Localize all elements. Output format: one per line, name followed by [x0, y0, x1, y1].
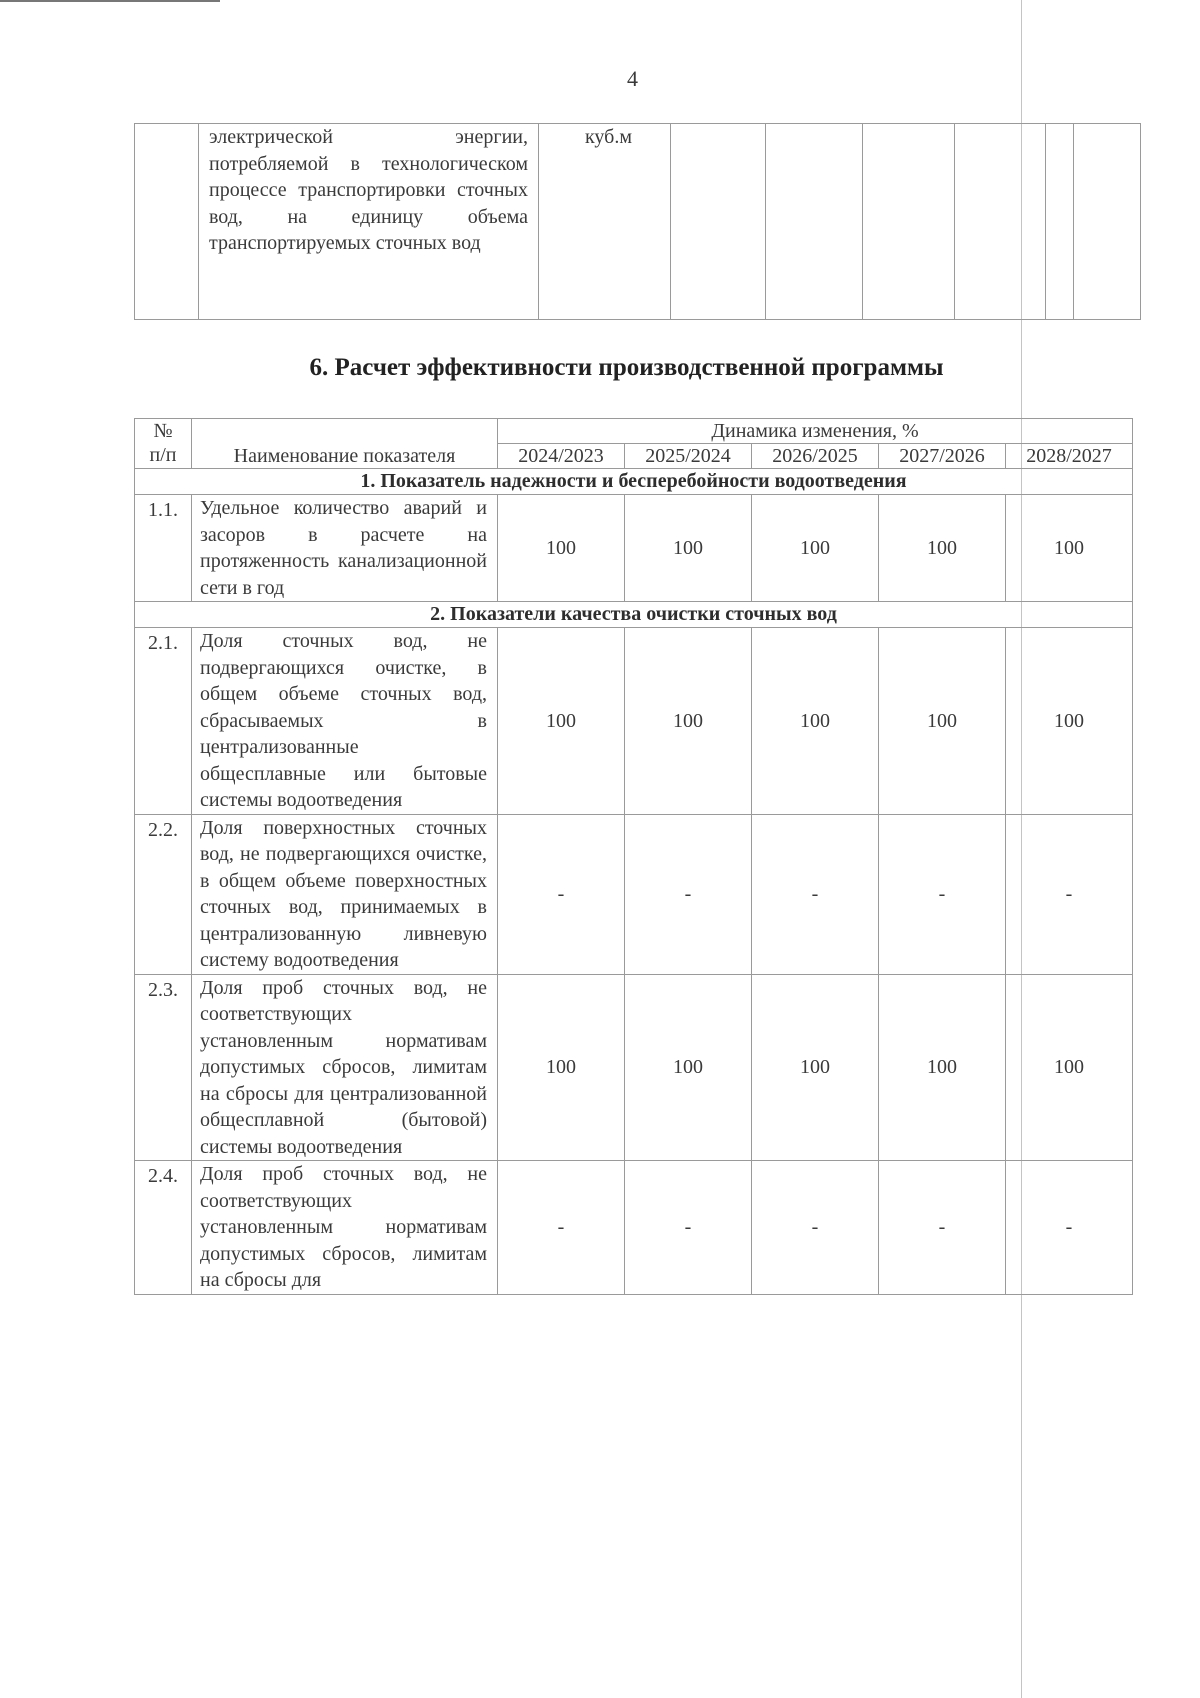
col-name-header: Наименование показателя [192, 419, 498, 469]
group-row [135, 469, 1133, 495]
row-number: 1.1. [135, 495, 192, 602]
row-value: - [752, 814, 879, 974]
col-num-line1: № [153, 420, 173, 442]
continued-description: электрической энергии, потребляемой в технологическом процессе транспортировки сточных вод, на единицу объема транспортируемых сточных вод [199, 124, 539, 320]
row-value: 100 [879, 628, 1006, 815]
continued-empty-cell [1074, 124, 1141, 320]
continued-unit: куб.м [539, 124, 671, 320]
row-value: 100 [752, 495, 879, 602]
row-name: Удельное количество аварий и засоров в расчете на протяженность канализационной сети в год [192, 495, 498, 602]
row-value: - [879, 814, 1006, 974]
group-row [135, 602, 1133, 628]
table-row [135, 974, 1133, 1161]
row-value: 100 [498, 974, 625, 1161]
continued-empty-cell [1046, 124, 1074, 320]
row-number: 2.3. [135, 974, 192, 1161]
table-row [135, 628, 1133, 815]
group-title: 2. Показатели качества очистки сточных вод [135, 602, 1133, 628]
continued-empty-cell [863, 124, 955, 320]
table-row [135, 1161, 1133, 1295]
continued-table [134, 123, 1141, 320]
row-name: Доля проб сточных вод, не соответствующих установленным нормативам допустимых сбросов, лимитам на сбросы для централизованной общесплавной (бытовой) системы водоотведения [192, 974, 498, 1161]
continued-empty-cell [955, 124, 1046, 320]
continued-empty-cell [671, 124, 766, 320]
row-value: 100 [879, 974, 1006, 1161]
row-name: Доля проб сточных вод, не соответствующих установленным нормативам допустимых сбросов, лимитам на сбросы для [192, 1161, 498, 1295]
row-value: 100 [498, 628, 625, 815]
efficiency-table [134, 418, 1133, 1295]
row-value: 100 [625, 974, 752, 1161]
page-number: 4 [627, 66, 638, 91]
year-header: 2025/2024 [625, 444, 752, 469]
row-number: 2.1. [135, 628, 192, 815]
col-num-header [135, 419, 192, 469]
row-name: Доля сточных вод, не подвергающихся очистке, в общем объеме сточных вод, сбрасываемых в централизованные общесплавные или бытовые системы водоотведения [192, 628, 498, 815]
row-value: - [625, 1161, 752, 1295]
row-value: 100 [752, 974, 879, 1161]
section-title: 6. Расчет эффективности производственной программы [309, 354, 944, 381]
row-value: - [498, 814, 625, 974]
row-value: - [879, 1161, 1006, 1295]
row-value: 100 [1006, 628, 1133, 815]
continued-num-cell [135, 124, 199, 320]
year-header: 2026/2025 [752, 444, 879, 469]
row-value: - [1006, 814, 1133, 974]
dynamics-header: Динамика изменения, % [498, 419, 1133, 444]
row-value: - [1006, 1161, 1133, 1295]
row-value: 100 [879, 495, 1006, 602]
row-number: 2.2. [135, 814, 192, 974]
header-row-1 [135, 419, 1133, 444]
row-value: 100 [625, 495, 752, 602]
col-num-line2: п/п [149, 444, 177, 466]
year-header: 2027/2026 [879, 444, 1006, 469]
row-number: 2.4. [135, 1161, 192, 1295]
row-value: - [752, 1161, 879, 1295]
group-title: 1. Показатель надежности и бесперебойности водоотведения [135, 469, 1133, 495]
table-row [135, 495, 1133, 602]
table-row [135, 814, 1133, 974]
year-header: 2024/2023 [498, 444, 625, 469]
row-value: - [498, 1161, 625, 1295]
row-value: - [625, 814, 752, 974]
scan-artifact-line [0, 0, 220, 2]
continued-row [135, 124, 1141, 320]
row-value: 100 [498, 495, 625, 602]
year-header: 2028/2027 [1006, 444, 1133, 469]
row-value: 100 [625, 628, 752, 815]
row-name: Доля поверхностных сточных вод, не подвергающихся очистке, в общем объеме поверхностных сточных вод, принимаемых в централизованную ливневую систему водоотведения [192, 814, 498, 974]
row-value: 100 [1006, 495, 1133, 602]
row-value: 100 [752, 628, 879, 815]
continued-empty-cell [766, 124, 863, 320]
row-value: 100 [1006, 974, 1133, 1161]
